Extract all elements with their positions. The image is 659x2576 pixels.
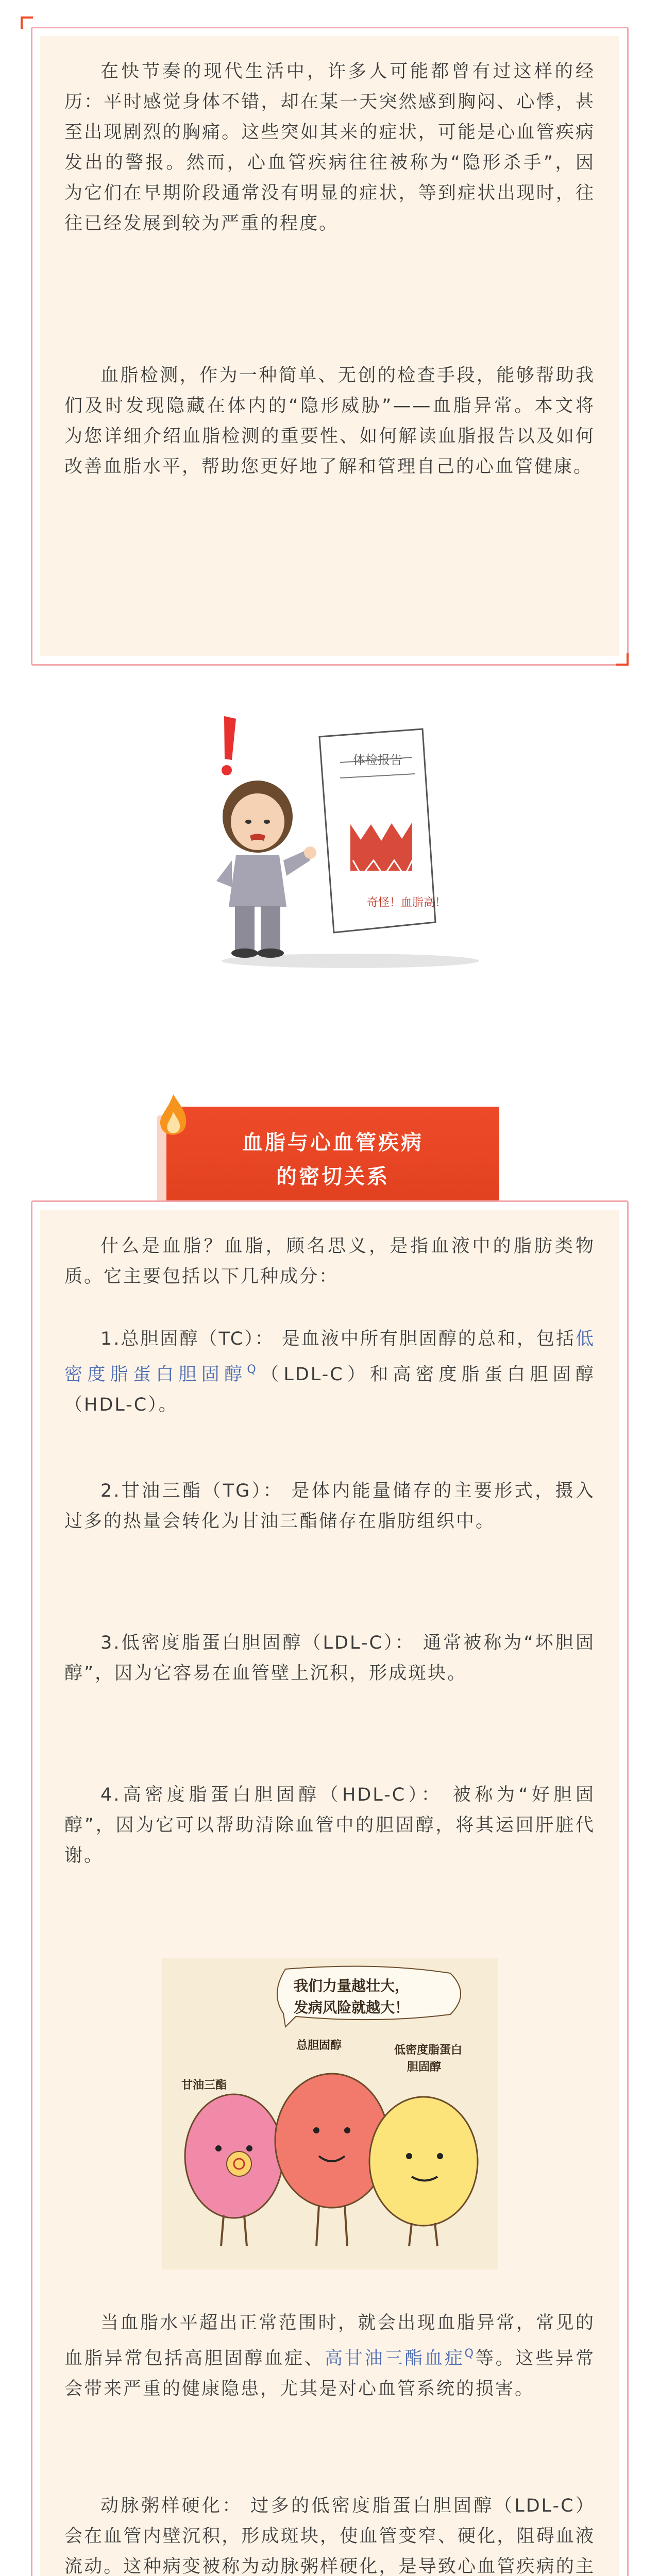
section-title xyxy=(166,1126,499,1194)
report-caption: 奇怪！血脂高！ xyxy=(367,896,447,909)
worried-person-illustration xyxy=(196,706,505,974)
corner-ornament-icon xyxy=(615,652,629,666)
intro-paragraph-2: 血脂检测，作为一种简单、无创的检查手段，能够帮助我们及时发现隐藏在体内的“隐形威胁”——血脂异常。本文将为您详细介绍血脂检测的重要性、如何解读血脂报告以及如何改善血脂水平，帮助您更好地了解和管理自己的心血管健康。 xyxy=(64,365,595,477)
lipid-item-1-text-tail: （LDL-C）和高密度脂蛋白胆固醇（HDL-C）。 xyxy=(64,1364,595,1415)
label-ldl-line-1: 低密度脂蛋白 xyxy=(394,2043,463,2057)
search-icon[interactable]: Q xyxy=(464,2347,475,2360)
lipid-item-3: 3.低密度脂蛋白胆固醇（LDL-C）： 通常被称为“坏胆固醇”，因为它容易在血管壁上沉积，形成斑块。 xyxy=(64,1633,595,1684)
section-title-line-1: 血脂与心血管疾病 xyxy=(242,1131,424,1155)
ldl-link[interactable]: 低密度脂蛋白胆固醇 xyxy=(64,1329,595,1385)
abnormal-lipid-paragraph xyxy=(64,2308,595,2404)
section-title-line-2: 的密切关系 xyxy=(276,1165,390,1189)
label-triglyceride: 甘油三酯 xyxy=(181,2078,227,2092)
body-intro-paragraph: 什么是血脂？血脂，顾名思义，是指血液中的脂肪类物质。它主要包括以下几种成分： xyxy=(64,1236,595,1287)
abnormal-lipid-text: 当血脂水平超出正常范围时，就会出现血脂异常，常见的血脂异常包括高胆固醇血症、 xyxy=(64,2313,595,2369)
hypertriglyceridemia-link[interactable]: 高甘油三酯血症 xyxy=(324,2348,465,2369)
lipid-item-1-text: 1.总胆固醇（TC）： 是血液中所有胆固醇的总和，包括 xyxy=(100,1329,576,1349)
intro-paragraph-1: 在快节奏的现代生活中，许多人可能都曾有过这样的经历：平时感觉身体不错，却在某一天突然感到胸闷、心悸，甚至出现剧烈的胸痛。这些突如其来的症状，可能是心血管疾病发出的警报。然而，心血管疾病往往被称为“隐形杀手”，因为它们在早期阶段通常没有明显的症状，等到症状出现时，往往已经发展到较为严重的程度。 xyxy=(64,61,595,234)
lipid-item-1 xyxy=(64,1324,595,1420)
corner-ornament-icon xyxy=(21,16,34,30)
lipid-item-2: 2.甘油三酯（TG）： 是体内能量储存的主要形式，摄入过多的热量会转化为甘油三酯储存在脂肪组织中。 xyxy=(64,1481,595,1532)
bubble-text-line-1: 我们力量越壮大， xyxy=(294,1977,410,1994)
search-icon[interactable]: Q xyxy=(247,1363,258,1376)
abnormal-lipid-text-tail: 等。这些异常会带来严重的健康隐患，尤其是对心血管系统的损害。 xyxy=(64,2348,595,2399)
report-title: 体检报告 xyxy=(353,753,402,767)
label-ldl-line-2: 胆固醇 xyxy=(407,2060,442,2074)
exclamation-icon xyxy=(222,716,236,775)
atherosclerosis-paragraph: 动脉粥样硬化： 过多的低密度脂蛋白胆固醇（LDL-C）会在血管内壁沉积，形成斑块，使血管变窄、硬化，阻碍血液流动。这种病变被称为动脉粥样硬化，是导致心血管疾病的主 xyxy=(64,2496,595,2576)
bubble-text-line-2: 发病风险就越大！ xyxy=(294,1999,410,2016)
label-total-cholesterol: 总胆固醇 xyxy=(296,2039,342,2052)
lipid-item-4: 4.高密度脂蛋白胆固醇（HDL-C）： 被称为“好胆固醇”，因为它可以帮助清除血管中的胆固醇，将其运回肝脏代谢。 xyxy=(64,1785,595,1866)
